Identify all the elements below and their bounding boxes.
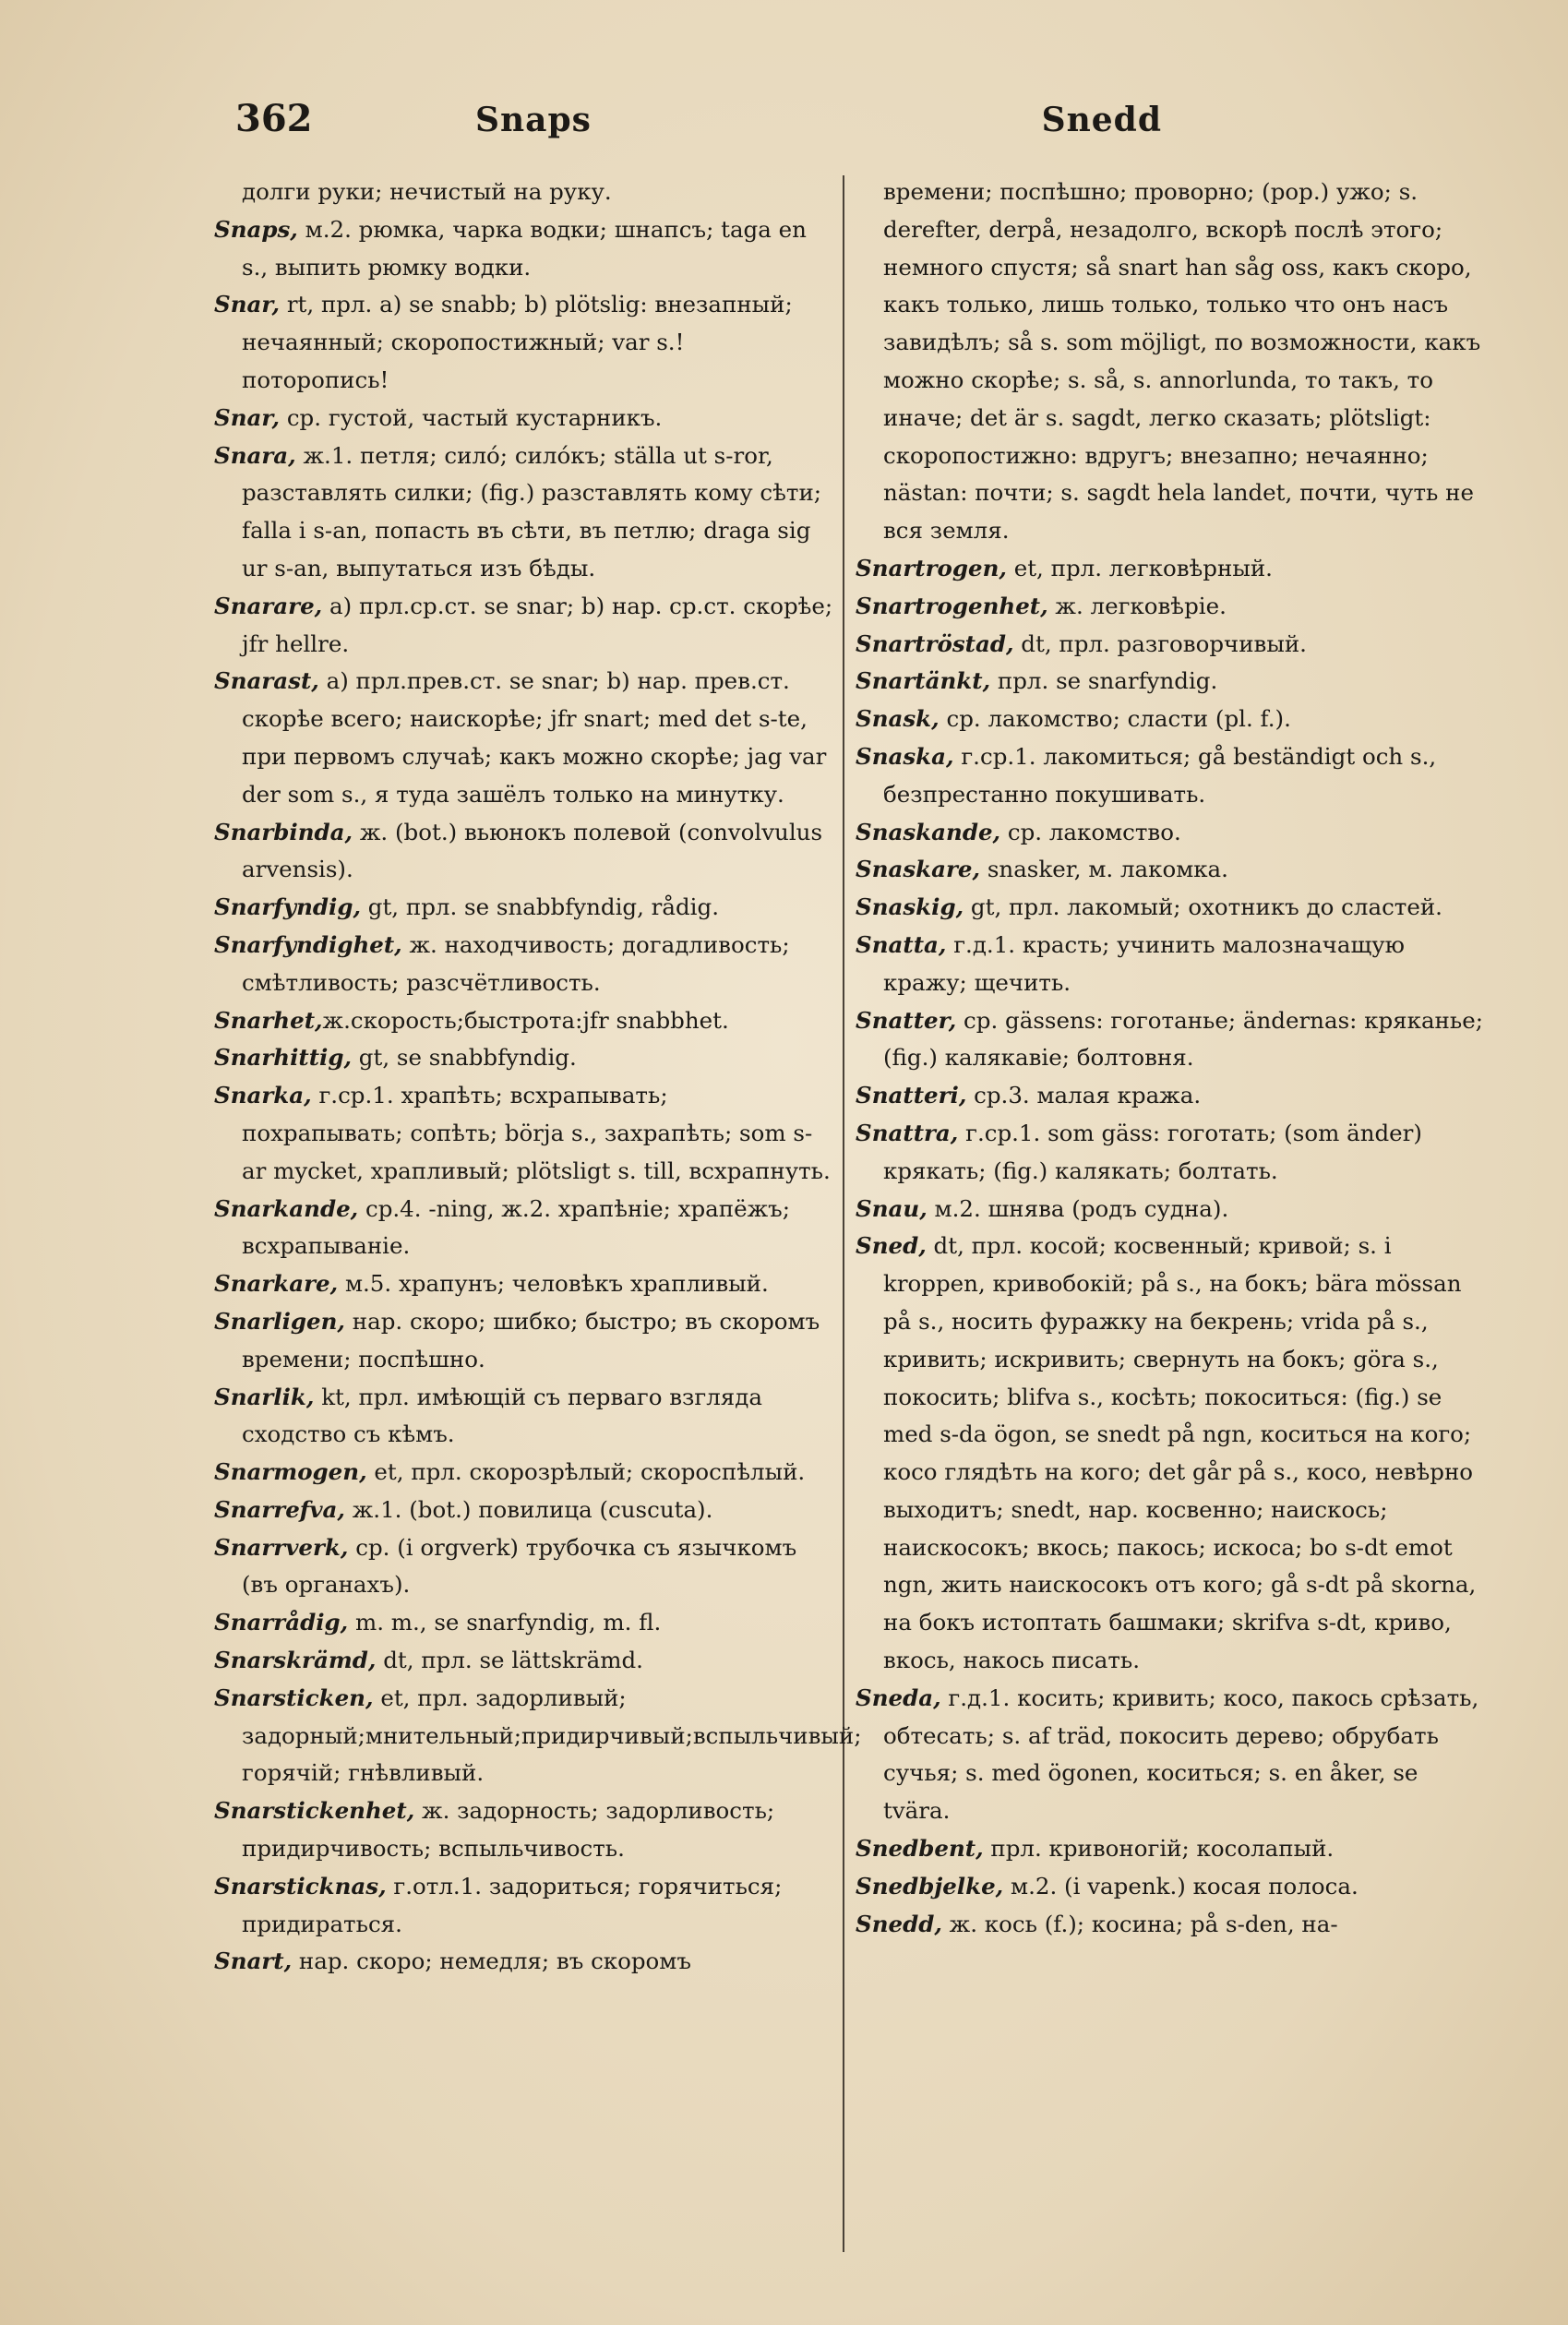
dictionary-entry: [214, 437, 834, 588]
dictionary-entry: [856, 1228, 1483, 1680]
entry-headword: Sned,: [856, 1232, 927, 1260]
right-column: [856, 174, 1490, 1943]
dictionary-entry: [214, 1868, 834, 1944]
dictionary-entry: [856, 1002, 1490, 1078]
entry-headword: Snarmogen,: [214, 1458, 367, 1486]
entry-headword: Snedbjelke,: [856, 1872, 1004, 1900]
entry-headword: Snartänkt,: [856, 667, 991, 695]
dictionary-entry: [856, 1115, 1483, 1191]
left-column: [214, 174, 869, 1981]
dictionary-entry: [214, 1077, 834, 1190]
entry-headword: Snarast,: [214, 667, 319, 695]
entry-headword: Snartröstad,: [856, 629, 1014, 657]
entry-headword: Snarskrämd,: [214, 1647, 377, 1674]
entry-headword: Snaskare,: [856, 856, 981, 883]
entry-definition: ж. (bot.) вьюнокъ полевой (convolvulus arvensis).: [242, 818, 830, 883]
entry-definition: dt, прл. разговорчивый.: [1013, 629, 1307, 657]
dictionary-entry: [214, 1379, 834, 1455]
entry-definition: gt, se snabbfyndig.: [352, 1044, 577, 1072]
entry-definition: г.д.1. красть; учинить малозначащую кражу; щечить.: [883, 930, 1412, 996]
entry-definition: времени; поспѣшно; проворно; (pop.) ужо; s. derefter, derpå, незадолго, вскорѣ послѣ этого; немного спустя; så snart han såg oss, какъ скоро, какъ только, лишь только, только что онъ насъ завидѣлъ; så s. som möjligt, по возможности, какъ можно скорѣе; s. så, s. annorlunda, то такъ, то иначе; det är s. sagdt, легко сказать; plötsligt: скоропостижно: вдругъ; внезапно; нечаянно; nästan: почти; s. sagdt hela landet, почти, чуть не вся земля.: [883, 178, 1488, 545]
entry-definition: прл. se snarfyndig.: [990, 667, 1218, 695]
dictionary-entry: [214, 927, 834, 1002]
dictionary-entry: [214, 1191, 834, 1266]
entry-headword: Snaskande,: [856, 818, 1001, 845]
entry-definition: gt, прл. лакомый; охотникъ до сластей.: [964, 893, 1442, 921]
dictionary-entry: [214, 588, 840, 664]
dictionary-entry: [856, 663, 1483, 701]
entry-definition: м.2. рюмка, чарка водки; шнапсъ; taga en s., выпить рюмку водки.: [242, 215, 814, 281]
entry-headword: Snartrogen,: [856, 554, 1007, 581]
dictionary-entry: [214, 1002, 834, 1040]
entry-headword: Snaps,: [214, 215, 298, 243]
entry-definition: a) прл.прев.ст. se snar; b) нар. прев.ст. скорѣе всего; наискорѣе; jfr snart; med det s-te, при первомъ случаѣ; какъ можно скорѣе; jag var der som s., я туда зашёлъ только на минутку.: [242, 667, 834, 808]
dictionary-entry: [214, 1943, 834, 1981]
dictionary-entry: [214, 1492, 834, 1529]
entry-headword: Snarka,: [214, 1082, 312, 1109]
entry-definition: ж. легковѣріе.: [1047, 592, 1227, 619]
entry-definition: ж.1. петля; силó; силóкъ; ställa ut s-ror, разставлять силки; (fig.) разставлять кому сѣти; falla i s-an, попасть въ сѣти, въ петлю; draga sig ur s-an, выпутаться изъ бѣды.: [242, 441, 829, 581]
dictionary-entry: [214, 663, 834, 813]
dictionary-entry: [214, 1039, 834, 1077]
entry-definition: ср.4. -ning, ж.2. храпѣніе; храпёжъ; всхрапываніе.: [242, 1194, 797, 1260]
dictionary-entry: [856, 1191, 1483, 1228]
dictionary-entry: [214, 400, 834, 437]
dictionary-entry: [214, 286, 834, 399]
dictionary-entry: [214, 1303, 834, 1379]
dictionary-entry: [214, 174, 834, 211]
dictionary-entry: [856, 1830, 1483, 1868]
entry-headword: Snask,: [856, 705, 940, 733]
left-guide-word: Snaps: [475, 101, 592, 139]
entry-headword: Snarhet,: [214, 1006, 323, 1034]
dictionary-entry: [856, 701, 1483, 738]
entry-headword: Snedd,: [856, 1910, 942, 1937]
entry-headword: Snarrefva,: [214, 1495, 345, 1523]
dictionary-entry: [214, 1604, 834, 1642]
entry-headword: Snarlik,: [214, 1383, 315, 1410]
dictionary-entry: [856, 814, 1483, 852]
dictionary-entry: [214, 1642, 834, 1680]
entry-definition: нар. скоро; немедля; въ скоромъ: [292, 1947, 691, 1975]
entry-headword: Snarare,: [214, 592, 323, 619]
dictionary-entry: [856, 588, 1483, 626]
entry-headword: Snattra,: [856, 1119, 959, 1146]
entry-definition: г.ср.1. лакомиться; gå beständigt och s., безпрестанно покушивать.: [883, 742, 1443, 808]
entry-definition: ср. лакомство; сласти (pl. f.).: [939, 705, 1291, 733]
entry-definition: ср. густой, частый кустарникъ.: [280, 403, 663, 431]
entry-headword: Snarrådig,: [214, 1609, 349, 1636]
entry-headword: Snarsticknas,: [214, 1872, 387, 1900]
entry-headword: Snau,: [856, 1194, 928, 1222]
dictionary-entry: [856, 1868, 1483, 1906]
entry-headword: Snara,: [214, 441, 296, 469]
entry-headword: Snart,: [214, 1947, 293, 1975]
entry-headword: Snarfyndighet,: [214, 930, 402, 958]
entry-headword: Snar,: [214, 403, 281, 431]
dictionary-entry: [856, 1906, 1483, 1944]
entry-headword: Snatta,: [856, 930, 947, 958]
entry-definition: et, прл. легковѣрный.: [1006, 554, 1273, 581]
entry-definition: dt, прл. косой; косвенный; кривой; s. i kroppen, кривобокій; på s., на бокъ; bära mössan på s., носить фуражку на бекрень; vrida på s., кривить; искривить; свернуть на бокъ; göra s., покосить; blifva s., косѣть; покоситься: (fig.) se med s-da ögon, se snedt på ngn, коситься на кого; косо глядѣть на кого; det går på s., косо, невѣрно выходитъ; snedt, нар. косвенно; наискось; наискосокъ; вкось; пакось; искоса; bo s-dt emot ngn, жить наискосокъ отъ кого; gå s-dt på skorna, на бокъ истоптать башмаки; skrifva s-dt, криво, вкось, накось писать.: [883, 1232, 1484, 1674]
entry-definition: m. m., se snarfyndig, m. fl.: [348, 1609, 662, 1636]
entry-headword: Snarfyndig,: [214, 893, 361, 921]
entry-definition: et, прл. скорозрѣлый; скороспѣлый.: [366, 1458, 806, 1486]
entry-definition: kt, прл. имѣющій съ перваго взгляда сходство съ кѣмъ.: [242, 1383, 770, 1448]
entry-headword: Snarsticken,: [214, 1684, 374, 1711]
entry-definition: ж.1. (bot.) повилица (cuscuta).: [344, 1495, 713, 1523]
dictionary-entry: [214, 814, 834, 890]
entry-definition: ж. задорность; задорливость; придирчивость; вспыльчивость.: [242, 1797, 782, 1863]
dictionary-entry: [214, 1680, 869, 1792]
column-divider: [843, 175, 844, 2252]
entry-definition: ж. находчивость; догадливость; смѣтливость; разсчётливость.: [242, 930, 797, 996]
dictionary-entry: [856, 889, 1483, 927]
page-number: 362: [235, 97, 313, 140]
entry-definition: dt, прл. se lättskrämd.: [376, 1647, 643, 1674]
entry-headword: Snarkande,: [214, 1194, 359, 1222]
dictionary-entry: [856, 174, 1488, 550]
entry-headword: Snarbinda,: [214, 818, 353, 845]
entry-definition: ср. (i orgverk) трубочка съ язычкомъ (въ органахъ).: [242, 1533, 804, 1599]
entry-definition: ср.3. малая кража.: [966, 1082, 1202, 1109]
page-header: [235, 97, 1494, 152]
entry-definition: м.2. (i vapenk.) косая полоса.: [1003, 1872, 1359, 1900]
dictionary-entry: [856, 851, 1483, 889]
entry-headword: Snatter,: [856, 1006, 957, 1034]
entry-definition: г.ср.1. храпѣть; всхрапывать; похрапывать; сопѣть; börja s., захрапѣть; som s-ar mycket, храпливый; plötsligt s. till, всхрапнуть.: [242, 1082, 831, 1184]
entry-definition: м.5. храпунъ; человѣкъ храпливый.: [338, 1270, 769, 1298]
dictionary-entry: [214, 1529, 834, 1605]
entry-headword: Sneda,: [856, 1684, 941, 1711]
entry-headword: Snarrverk,: [214, 1533, 349, 1561]
entry-definition: г.д.1. косить; кривить; косо, пакось срѣзать, обтесать; s. af träd, покосить дерево; обрубать сучья; s. med ögonen, коситься; s. en åker, se tvära.: [883, 1684, 1487, 1825]
entry-definition: ж.скорость;быстрота:jfr snabbhet.: [322, 1006, 729, 1034]
entry-headword: Snarstickenhet,: [214, 1797, 415, 1825]
entry-headword: Snatteri,: [856, 1082, 967, 1109]
dictionary-entry: [214, 889, 834, 927]
dictionary-entry: [856, 738, 1483, 814]
entry-headword: Snar,: [214, 291, 281, 318]
dictionary-entry: [214, 211, 834, 287]
entry-definition: et, прл. задорливый; задорный;мнительный;придирчивый;вспыльчивый; горячій; гнѣвливый.: [242, 1684, 869, 1787]
entry-definition: gt, прл. se snabbfyndig, rådig.: [360, 893, 719, 921]
entry-headword: Snarkare,: [214, 1270, 339, 1298]
entry-definition: долги руки; нечистый на руку.: [242, 178, 612, 205]
entry-headword: Snartrogenhet,: [856, 592, 1048, 619]
right-guide-word: Snedd: [1041, 101, 1162, 139]
entry-definition: прл. кривоногій; косолапый.: [983, 1835, 1335, 1863]
dictionary-entry: [856, 1680, 1487, 1830]
entry-definition: м.2. шнява (родъ судна).: [927, 1194, 1229, 1222]
entry-headword: Snarhittig,: [214, 1044, 353, 1072]
entry-headword: Snarligen,: [214, 1307, 345, 1335]
entry-definition: a) прл.ср.ст. se snar; b) нар. ср.ст. скорѣе; jfr hellre.: [242, 592, 840, 657]
entry-definition: нар. скоро; шибко; быстро; въ скоромъ времени; поспѣшно.: [242, 1307, 828, 1372]
dictionary-entry: [214, 1265, 834, 1303]
dictionary-entry: [856, 550, 1483, 588]
dictionary-entry: [214, 1454, 834, 1492]
entry-definition: rt, прл. a) se snabb; b) plötslig: внезапный; нечаянный; скоропостижный; var s.! поторопись!: [242, 291, 800, 393]
entry-headword: Snedbent,: [856, 1835, 984, 1863]
dictionary-entry: [214, 1792, 834, 1868]
dictionary-entry: [856, 927, 1483, 1002]
dictionary-entry: [856, 626, 1483, 664]
entry-headword: Snaskig,: [856, 893, 964, 921]
entry-definition: ср. лакомство.: [1000, 818, 1181, 845]
entry-definition: г.отл.1. задориться; горячиться; придираться.: [242, 1872, 790, 1937]
dictionary-entry: [856, 1077, 1483, 1115]
entry-definition: г.ср.1. som gäss: гоготать; (som änder) крякать; (fig.) калякать; болтать.: [883, 1119, 1430, 1184]
entry-definition: ср. gässens: гоготанье; ändernas: кряканье; (fig.) калякавіе; болтовня.: [883, 1006, 1490, 1072]
entry-headword: Snaska,: [856, 742, 954, 770]
entry-definition: snasker, м. лакомка.: [980, 856, 1228, 883]
entry-definition: ж. кось (f.); косина; på s-den, на-: [941, 1910, 1338, 1937]
